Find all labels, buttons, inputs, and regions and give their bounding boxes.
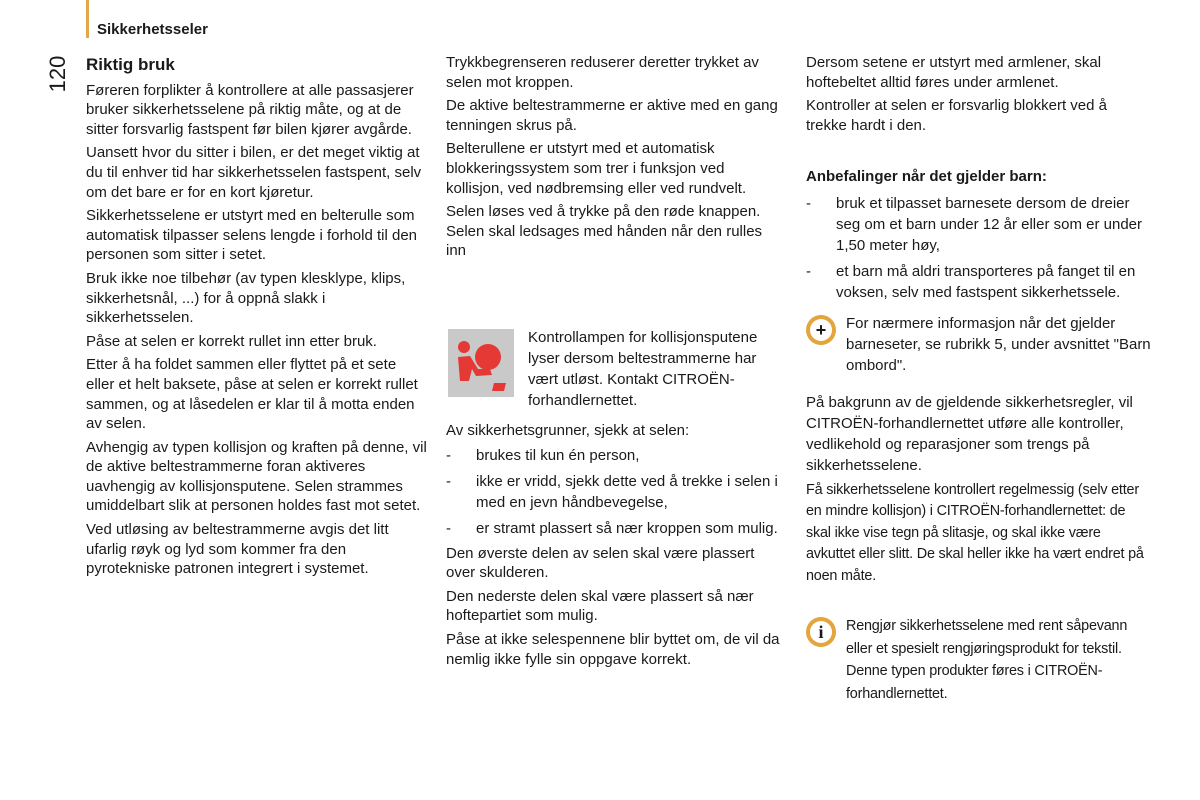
- paragraph: Ved utløsing av beltestrammerne avgis det litt ufarlig røyk og lyd som kommer fra den pyrotekniske patronen integrert i systemet.: [86, 521, 389, 578]
- airbag-warning-icon: [448, 329, 514, 397]
- paragraph: Avhengig av typen kollisjon og kraften på denne, vil de aktive beltestrammerne foran aktiveres uavhengig av kollisjonsputene. Selen strammes umiddelbart slik at personen holdes fast mot setet.: [86, 438, 427, 515]
- paragraph: Påse at ikke selespennene blir byttet om, de vil da nemlig ikke fylle sin oppgave korrekt.: [446, 630, 780, 668]
- paragraph: Etter å ha foldet sammen eller flyttet på et sete eller et helt baksete, påse at selen er korrekt rullet sammen, og at låsedelen er klar til å motta enden av selen.: [86, 356, 418, 433]
- list-item: - brukes til kun én person,: [446, 446, 640, 464]
- list-item: - bruk et tilpasset barnesete dersom de dreier seg om et barn under 12 år eller som er under 1,50 meter høy,: [806, 194, 1142, 254]
- children-heading: Anbefalinger når det gjelder barn:: [806, 168, 1047, 186]
- section-heading: Riktig bruk: [86, 55, 175, 74]
- note-more-info: [806, 313, 1151, 376]
- paragraph: Kontroller at selen er forsvarlig blokkert ved å trekke hardt i den.: [806, 97, 1107, 134]
- paragraph: Påse at selen er korrekt rullet inn etter bruk.: [86, 332, 377, 350]
- airbag-warning-block: [446, 327, 786, 411]
- list-item: - ikke er vridd, sjekk dette ved å trekke i selen i med en jevn håndbevegelse,: [446, 472, 778, 511]
- list-item: - et barn må aldri transporteres på fanget til en voksen, selv med fastspent sikkerhetssele.: [806, 262, 1136, 301]
- note-text: Rengjør sikkerhetsselene med rent såpevann eller et spesielt rengjøringsprodukt for tekstil. Denne typen produkter føres i CITROËN-forhandlernettet.: [846, 618, 1128, 702]
- info-icon: i: [806, 617, 836, 647]
- section-title: Sikkerhetsseler: [97, 21, 208, 38]
- paragraph: Få sikkerhetsselene kontrollert regelmessig (selv etter en mindre kollisjon) i CITROËN-forhandlernettet: de skal ikke vise tegn på slitasje, og skal ikke være avkuttet eller slitt. De skal heller ikke ha vært endret på noen måte.: [806, 481, 1144, 584]
- paragraph: Selen løses ved å trykke på den røde knappen. Selen skal ledsages med hånden når den rulles inn: [446, 203, 763, 260]
- checklist: [446, 445, 786, 539]
- paragraph: På bakgrunn av de gjeldende sikkerhetsregler, vil CITROËN-forhandlernettet utføre alle kontroller, vedlikehold og reparasjoner som trengs på sikkerhetsselene.: [806, 393, 1133, 474]
- paragraph: Uansett hvor du sitter i bilen, er det meget viktig at du til enhver tid har sikkerhetsselen fastspent, selv om det bare er for en kort kjøretur.: [86, 144, 422, 201]
- checklist-intro: Av sikkerhetsgrunner, sjekk at selen:: [446, 421, 690, 439]
- paragraph: Trykkbegrenseren reduserer deretter trykket av selen mot kroppen.: [446, 54, 759, 91]
- paragraph: Den nederste delen skal være plassert så nær hoftepartiet som mulig.: [446, 587, 754, 625]
- paragraph: Føreren forplikter å kontrollere at alle passasjerer bruker sikkerhetsselene på riktig måte, og at de sitter forsvarlig fastspent før bilen kjører avgårde.: [86, 81, 414, 138]
- column-left: [86, 53, 428, 583]
- children-list: [806, 193, 1151, 303]
- airbag-warning-text: Kontrollampen for kollisjonsputene lyser dersom beltestrammerne har vært utløst. Kontakt CITROËN-forhandlernettet.: [528, 328, 758, 409]
- page-number: 120: [45, 55, 70, 93]
- paragraph: Belterullene er utstyrt med et automatisk blokkeringssystem som trer i funksjon ved kollisjon, ved nødbremsing eller ved rundvelt.: [446, 140, 747, 197]
- note-cleaning: [806, 615, 1151, 705]
- paragraph: Sikkerhetsselene er utstyrt med en belterulle som automatisk tilpasser selens lengde i forhold til den personen som sitter i setet.: [86, 207, 418, 264]
- paragraph: Bruk ikke noe tilbehør (av typen klesklype, klips, sikkerhetsnål, ...) for å oppnå slakk i sikkerhetsselen.: [86, 269, 406, 327]
- paragraph: Dersom setene er utstyrt med armlener, skal hoftebeltet alltid føres under armlenet.: [806, 54, 1102, 91]
- list-item: - er stramt plassert så nær kroppen som mulig.: [446, 519, 778, 537]
- header-accent-bar: [86, 0, 89, 38]
- paragraph: Den øverste delen av selen skal være plassert over skulderen.: [446, 544, 755, 582]
- paragraph: De aktive beltestrammerne er aktive med en gang tenningen skrus på.: [446, 97, 778, 134]
- plus-icon: +: [806, 315, 836, 345]
- column-right: [806, 53, 1151, 705]
- note-text: For nærmere informasjon når det gjelder barneseter, se rubrikk 5, under avsnittet "Barn ombord".: [846, 314, 1151, 374]
- column-middle: [446, 53, 786, 673]
